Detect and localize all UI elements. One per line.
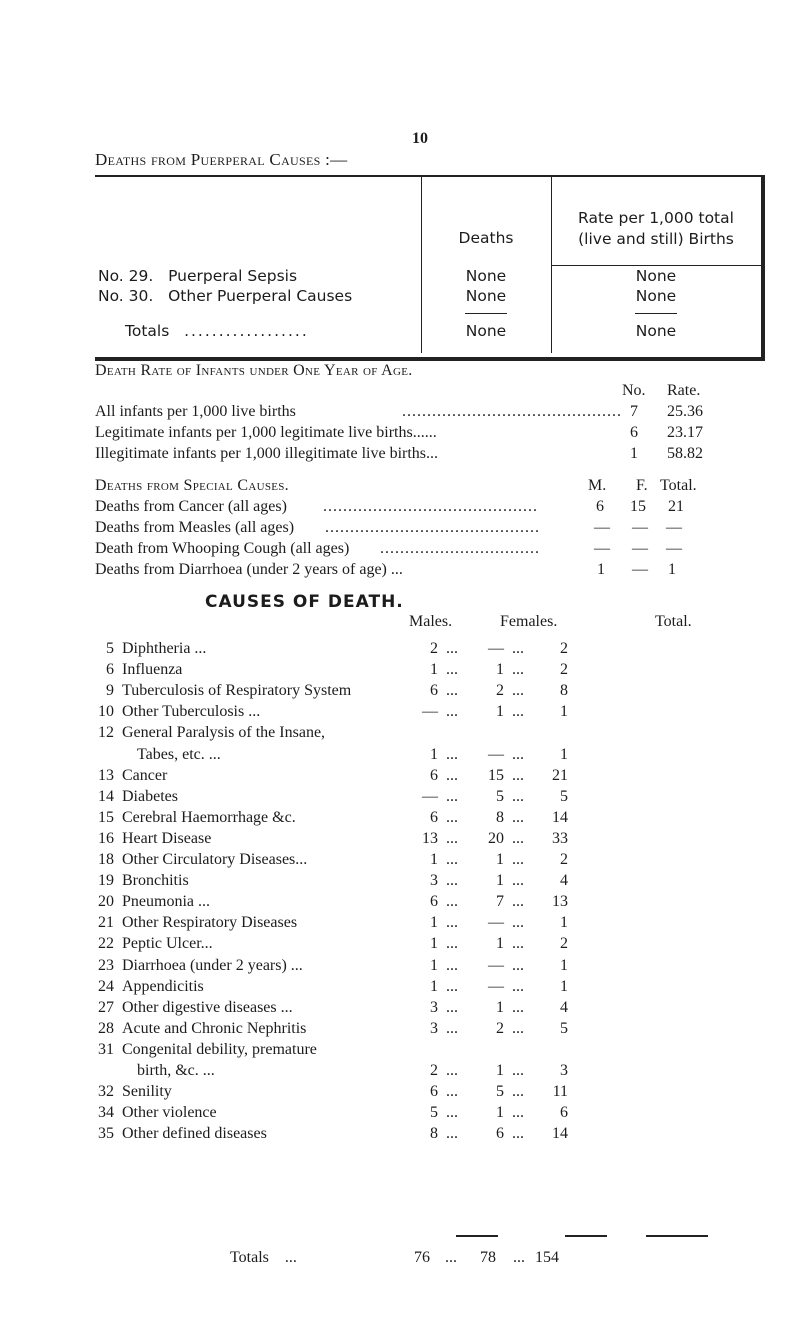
dot-leader: ... <box>512 703 524 720</box>
causes-totals-f: 78 <box>480 1249 496 1266</box>
causes-totals-m: 76 <box>414 1249 430 1266</box>
cause-label: Other Respiratory Diseases <box>122 914 298 931</box>
dot-leader: ........................................... <box>323 498 538 515</box>
dot-leader: ... <box>446 914 458 931</box>
cause-males: 3 <box>430 872 438 889</box>
causes-title: CAUSES OF DEATH. <box>205 592 404 612</box>
dot-leader: ... <box>446 1020 458 1037</box>
dot-leader: ... <box>512 851 524 868</box>
col-rate-header: Rate. <box>667 382 701 399</box>
cause-males: 3 <box>430 1020 438 1037</box>
cause-total: 1 <box>560 703 568 720</box>
special-row-f: — <box>632 540 648 557</box>
cause-total: 2 <box>560 851 568 868</box>
cause-label: Other defined diseases <box>122 1125 267 1142</box>
cause-males: 8 <box>430 1125 438 1142</box>
special-row-label: Deaths from Cancer (all ages) <box>95 498 287 515</box>
puerperal-table <box>95 175 765 361</box>
dot-leader: ... <box>446 872 458 889</box>
cause-males: 1 <box>430 746 438 763</box>
dot-leader: ... <box>512 640 524 657</box>
cause-label: Bronchitis <box>122 872 189 889</box>
infant-row-rate: 23.17 <box>667 424 703 441</box>
dot-leader: ... <box>446 767 458 784</box>
cause-label: Congenital debility, premature <box>122 1041 317 1058</box>
col-total-header: Total. <box>655 613 692 630</box>
cause-males: 6 <box>430 767 438 784</box>
cause-number: 18 <box>98 851 114 868</box>
cause-males: 1 <box>430 935 438 952</box>
infant-row-label: Legitimate infants per 1,000 legitimate live births...... <box>95 424 437 441</box>
dot-leader: ... <box>512 1125 524 1142</box>
cause-females: 1 <box>496 851 504 868</box>
cause-label: birth, &c. ... <box>137 1062 215 1079</box>
cause-total: 1 <box>560 978 568 995</box>
dot-leader: ... <box>512 1104 524 1121</box>
cause-males: 1 <box>430 978 438 995</box>
dot-leader: ........................................... <box>325 519 540 536</box>
dot-leader: ... <box>445 1249 457 1266</box>
dot-leader: ... <box>446 661 458 678</box>
cause-males: 13 <box>422 830 438 847</box>
cause-number: 32 <box>98 1083 114 1100</box>
cause-label: Tabes, etc. ... <box>137 746 221 763</box>
dot-leader: ... <box>512 978 524 995</box>
cause-number: 14 <box>98 788 114 805</box>
cause-number: 20 <box>98 893 114 910</box>
cause-males: 2 <box>430 1062 438 1079</box>
cause-males: 5 <box>430 1104 438 1121</box>
dot-leader: ... <box>512 935 524 952</box>
dot-leader: ............................................ <box>402 403 622 420</box>
cause-males: 1 <box>430 914 438 931</box>
col-m-header: M. <box>588 477 607 494</box>
dot-leader: ... <box>446 1125 458 1142</box>
dot-leader: ... <box>446 978 458 995</box>
dot-leader: ... <box>446 1062 458 1079</box>
cause-label: Acute and Chronic Nephritis <box>122 1020 307 1037</box>
cause-total: 21 <box>552 767 568 784</box>
dot-leader: ... <box>446 1104 458 1121</box>
infant-row-rate: 58.82 <box>667 445 703 462</box>
infant-row-rate: 25.36 <box>667 403 703 420</box>
dot-leader: ... <box>446 809 458 826</box>
special-row-f: — <box>632 561 648 578</box>
cause-label: Other Tuberculosis ... <box>122 703 261 720</box>
row-rate: None <box>635 287 677 305</box>
cause-number: 16 <box>98 830 114 847</box>
dot-leader: ... <box>512 1062 524 1079</box>
total-rule <box>646 1235 708 1237</box>
col-rate-header-1: Rate per 1,000 total <box>578 209 734 227</box>
causes-totals-t: 154 <box>535 1249 559 1266</box>
totals-deaths: None <box>465 322 507 340</box>
dot-leader: ... <box>512 661 524 678</box>
special-row-label: Deaths from Measles (all ages) <box>95 519 295 536</box>
row-deaths: None <box>465 267 507 285</box>
cause-label: Tuberculosis of Respiratory System <box>122 682 352 699</box>
dot-leader: ... <box>446 703 458 720</box>
dot-leader: ... <box>446 893 458 910</box>
dot-leader: ... <box>512 746 524 763</box>
cause-label: Diphtheria ... <box>122 640 207 657</box>
cause-females: 5 <box>496 788 504 805</box>
cause-number: 28 <box>98 1020 114 1037</box>
cause-females: — <box>488 746 504 763</box>
row-rate: None <box>635 267 677 285</box>
cause-number: 13 <box>98 767 114 784</box>
dot-leader: ... <box>512 872 524 889</box>
special-row-f: — <box>632 519 648 536</box>
cause-number: 31 <box>98 1041 114 1058</box>
special-row-m: — <box>594 540 610 557</box>
special-row-label: Deaths from Diarrhoea (under 2 years of age) ... <box>95 561 403 578</box>
cause-females: 2 <box>496 682 504 699</box>
header-rule <box>551 265 761 266</box>
cause-males: 6 <box>430 1083 438 1100</box>
dot-leader: ... <box>446 746 458 763</box>
cause-total: 2 <box>560 661 568 678</box>
cause-number: 22 <box>98 935 114 952</box>
cause-females: 8 <box>496 809 504 826</box>
dot-leader: ... <box>512 957 524 974</box>
special-row-m: 6 <box>596 498 604 515</box>
cause-females: 1 <box>496 661 504 678</box>
dot-leader: ... <box>446 640 458 657</box>
special-row-label: Death from Whooping Cough (all ages) <box>95 540 350 557</box>
dot-leader: ... <box>512 914 524 931</box>
dot-leader: ... <box>446 830 458 847</box>
totals-label: Totals .................. <box>125 322 309 340</box>
cause-males: — <box>422 788 438 805</box>
infant-row-label: Illegitimate infants per 1,000 illegitimate live births... <box>95 445 439 462</box>
cause-males: 6 <box>430 893 438 910</box>
cause-females: 1 <box>496 935 504 952</box>
cause-label: Other digestive diseases ... <box>122 999 293 1016</box>
cause-total: 5 <box>560 1020 568 1037</box>
puerperal-heading: Deaths from Puerperal Causes :— <box>95 150 348 169</box>
page-number: 10 <box>412 130 428 147</box>
cause-males: 3 <box>430 999 438 1016</box>
cause-total: 1 <box>560 914 568 931</box>
special-row-m: 1 <box>597 561 605 578</box>
cause-label: Other violence <box>122 1104 217 1121</box>
cause-total: 33 <box>552 830 568 847</box>
cause-total: 2 <box>560 640 568 657</box>
cause-females: 15 <box>488 767 504 784</box>
row-label: No. 30. Other Puerperal Causes <box>98 287 353 305</box>
cause-label: Appendicitis <box>122 978 204 995</box>
cause-females: 5 <box>496 1083 504 1100</box>
col-f-header: F. <box>636 477 648 494</box>
cause-females: 7 <box>496 893 504 910</box>
special-row-t: 21 <box>668 498 684 515</box>
cause-label: Heart Disease <box>122 830 212 847</box>
cause-total: 14 <box>552 1125 568 1142</box>
cause-females: — <box>488 957 504 974</box>
dot-leader: ... <box>512 999 524 1016</box>
dot-leader: ... <box>512 893 524 910</box>
special-row-t: 1 <box>668 561 676 578</box>
cause-females: — <box>488 978 504 995</box>
cause-males: 2 <box>430 640 438 657</box>
cause-females: 1 <box>496 872 504 889</box>
cause-females: 1 <box>496 1062 504 1079</box>
cause-number: 19 <box>98 872 114 889</box>
col-deaths-header: Deaths <box>458 229 514 247</box>
cause-females: 2 <box>496 1020 504 1037</box>
infant-row-no: 7 <box>630 403 638 420</box>
dot-leader: ... <box>512 1020 524 1037</box>
cause-males: 1 <box>430 851 438 868</box>
col-males-header: Males. <box>409 613 453 630</box>
dot-leader: ... <box>512 809 524 826</box>
infant-row-no: 6 <box>630 424 638 441</box>
cause-females: — <box>488 640 504 657</box>
dot-leader: ... <box>512 682 524 699</box>
cause-males: 6 <box>430 809 438 826</box>
cause-number: 21 <box>98 914 114 931</box>
col-rate-header-2: (live and still) Births <box>578 230 734 248</box>
cause-total: 4 <box>560 999 568 1016</box>
cause-males: 6 <box>430 682 438 699</box>
infant-row-no: 1 <box>630 445 638 462</box>
cause-total: 4 <box>560 872 568 889</box>
cause-number: 12 <box>98 724 114 741</box>
cause-total: 2 <box>560 935 568 952</box>
cause-number: 5 <box>106 640 114 657</box>
dot-leader: ................................ <box>380 540 540 557</box>
infants-heading: Death Rate of Infants under One Year of Age. <box>95 362 413 379</box>
total-rule <box>565 1235 607 1237</box>
cause-number: 24 <box>98 978 114 995</box>
cause-females: 1 <box>496 999 504 1016</box>
dot-leader: ... <box>512 1083 524 1100</box>
cause-label: General Paralysis of the Insane, <box>122 724 326 741</box>
cause-label: Other Circulatory Diseases... <box>122 851 308 868</box>
cause-label: Peptic Ulcer... <box>122 935 213 952</box>
cause-total: 13 <box>552 893 568 910</box>
cause-females: 1 <box>496 1104 504 1121</box>
cause-label: Diarrhoea (under 2 years) ... <box>122 957 303 974</box>
cause-number: 27 <box>98 999 114 1016</box>
cause-total: 6 <box>560 1104 568 1121</box>
cause-females: 1 <box>496 703 504 720</box>
row-deaths: None <box>465 287 507 305</box>
special-row-f: 15 <box>630 498 646 515</box>
cause-total: 8 <box>560 682 568 699</box>
dot-leader: ... <box>446 1083 458 1100</box>
total-rule <box>456 1235 498 1237</box>
cause-number: 10 <box>98 703 114 720</box>
cause-label: Pneumonia ... <box>122 893 210 910</box>
infant-row-label: All infants per 1,000 live births <box>95 403 296 420</box>
col-total-header: Total. <box>660 477 697 494</box>
dot-leader: ... <box>446 957 458 974</box>
cause-total: 3 <box>560 1062 568 1079</box>
total-rule <box>635 313 677 314</box>
cause-total: 1 <box>560 746 568 763</box>
special-row-t: — <box>666 519 682 536</box>
cause-males: 1 <box>430 957 438 974</box>
cause-label: Cerebral Haemorrhage &c. <box>122 809 296 826</box>
special-row-t: — <box>666 540 682 557</box>
col-no-header: No. <box>622 382 646 399</box>
cause-total: 5 <box>560 788 568 805</box>
cause-label: Cancer <box>122 767 168 784</box>
cause-males: 1 <box>430 661 438 678</box>
cause-females: 6 <box>496 1125 504 1142</box>
causes-totals-label: Totals ... <box>230 1249 297 1266</box>
cause-number: 9 <box>106 682 114 699</box>
cause-number: 35 <box>98 1125 114 1142</box>
col-females-header: Females. <box>500 613 558 630</box>
dot-leader: ... <box>446 999 458 1016</box>
totals-rate: None <box>635 322 677 340</box>
cause-number: 15 <box>98 809 114 826</box>
dot-leader: ... <box>512 767 524 784</box>
cause-males: — <box>422 703 438 720</box>
cause-number: 23 <box>98 957 114 974</box>
dot-leader: ... <box>513 1249 525 1266</box>
dot-leader: ... <box>512 788 524 805</box>
special-row-m: — <box>594 519 610 536</box>
cause-number: 34 <box>98 1104 114 1121</box>
cause-label: Influenza <box>122 661 183 678</box>
dot-leader: ... <box>512 830 524 847</box>
cause-total: 1 <box>560 957 568 974</box>
cause-females: — <box>488 914 504 931</box>
cause-label: Senility <box>122 1083 172 1100</box>
cause-label: Diabetes <box>122 788 178 805</box>
row-label: No. 29. Puerperal Sepsis <box>98 267 298 285</box>
dot-leader: ... <box>446 682 458 699</box>
dot-leader: ... <box>446 788 458 805</box>
cause-females: 20 <box>488 830 504 847</box>
dot-leader: ... <box>446 851 458 868</box>
cause-total: 11 <box>552 1083 568 1100</box>
dot-leader: ... <box>446 935 458 952</box>
cause-total: 14 <box>552 809 568 826</box>
total-rule <box>465 313 507 314</box>
special-heading: Deaths from Special Causes. <box>95 477 289 494</box>
cause-number: 6 <box>106 661 114 678</box>
